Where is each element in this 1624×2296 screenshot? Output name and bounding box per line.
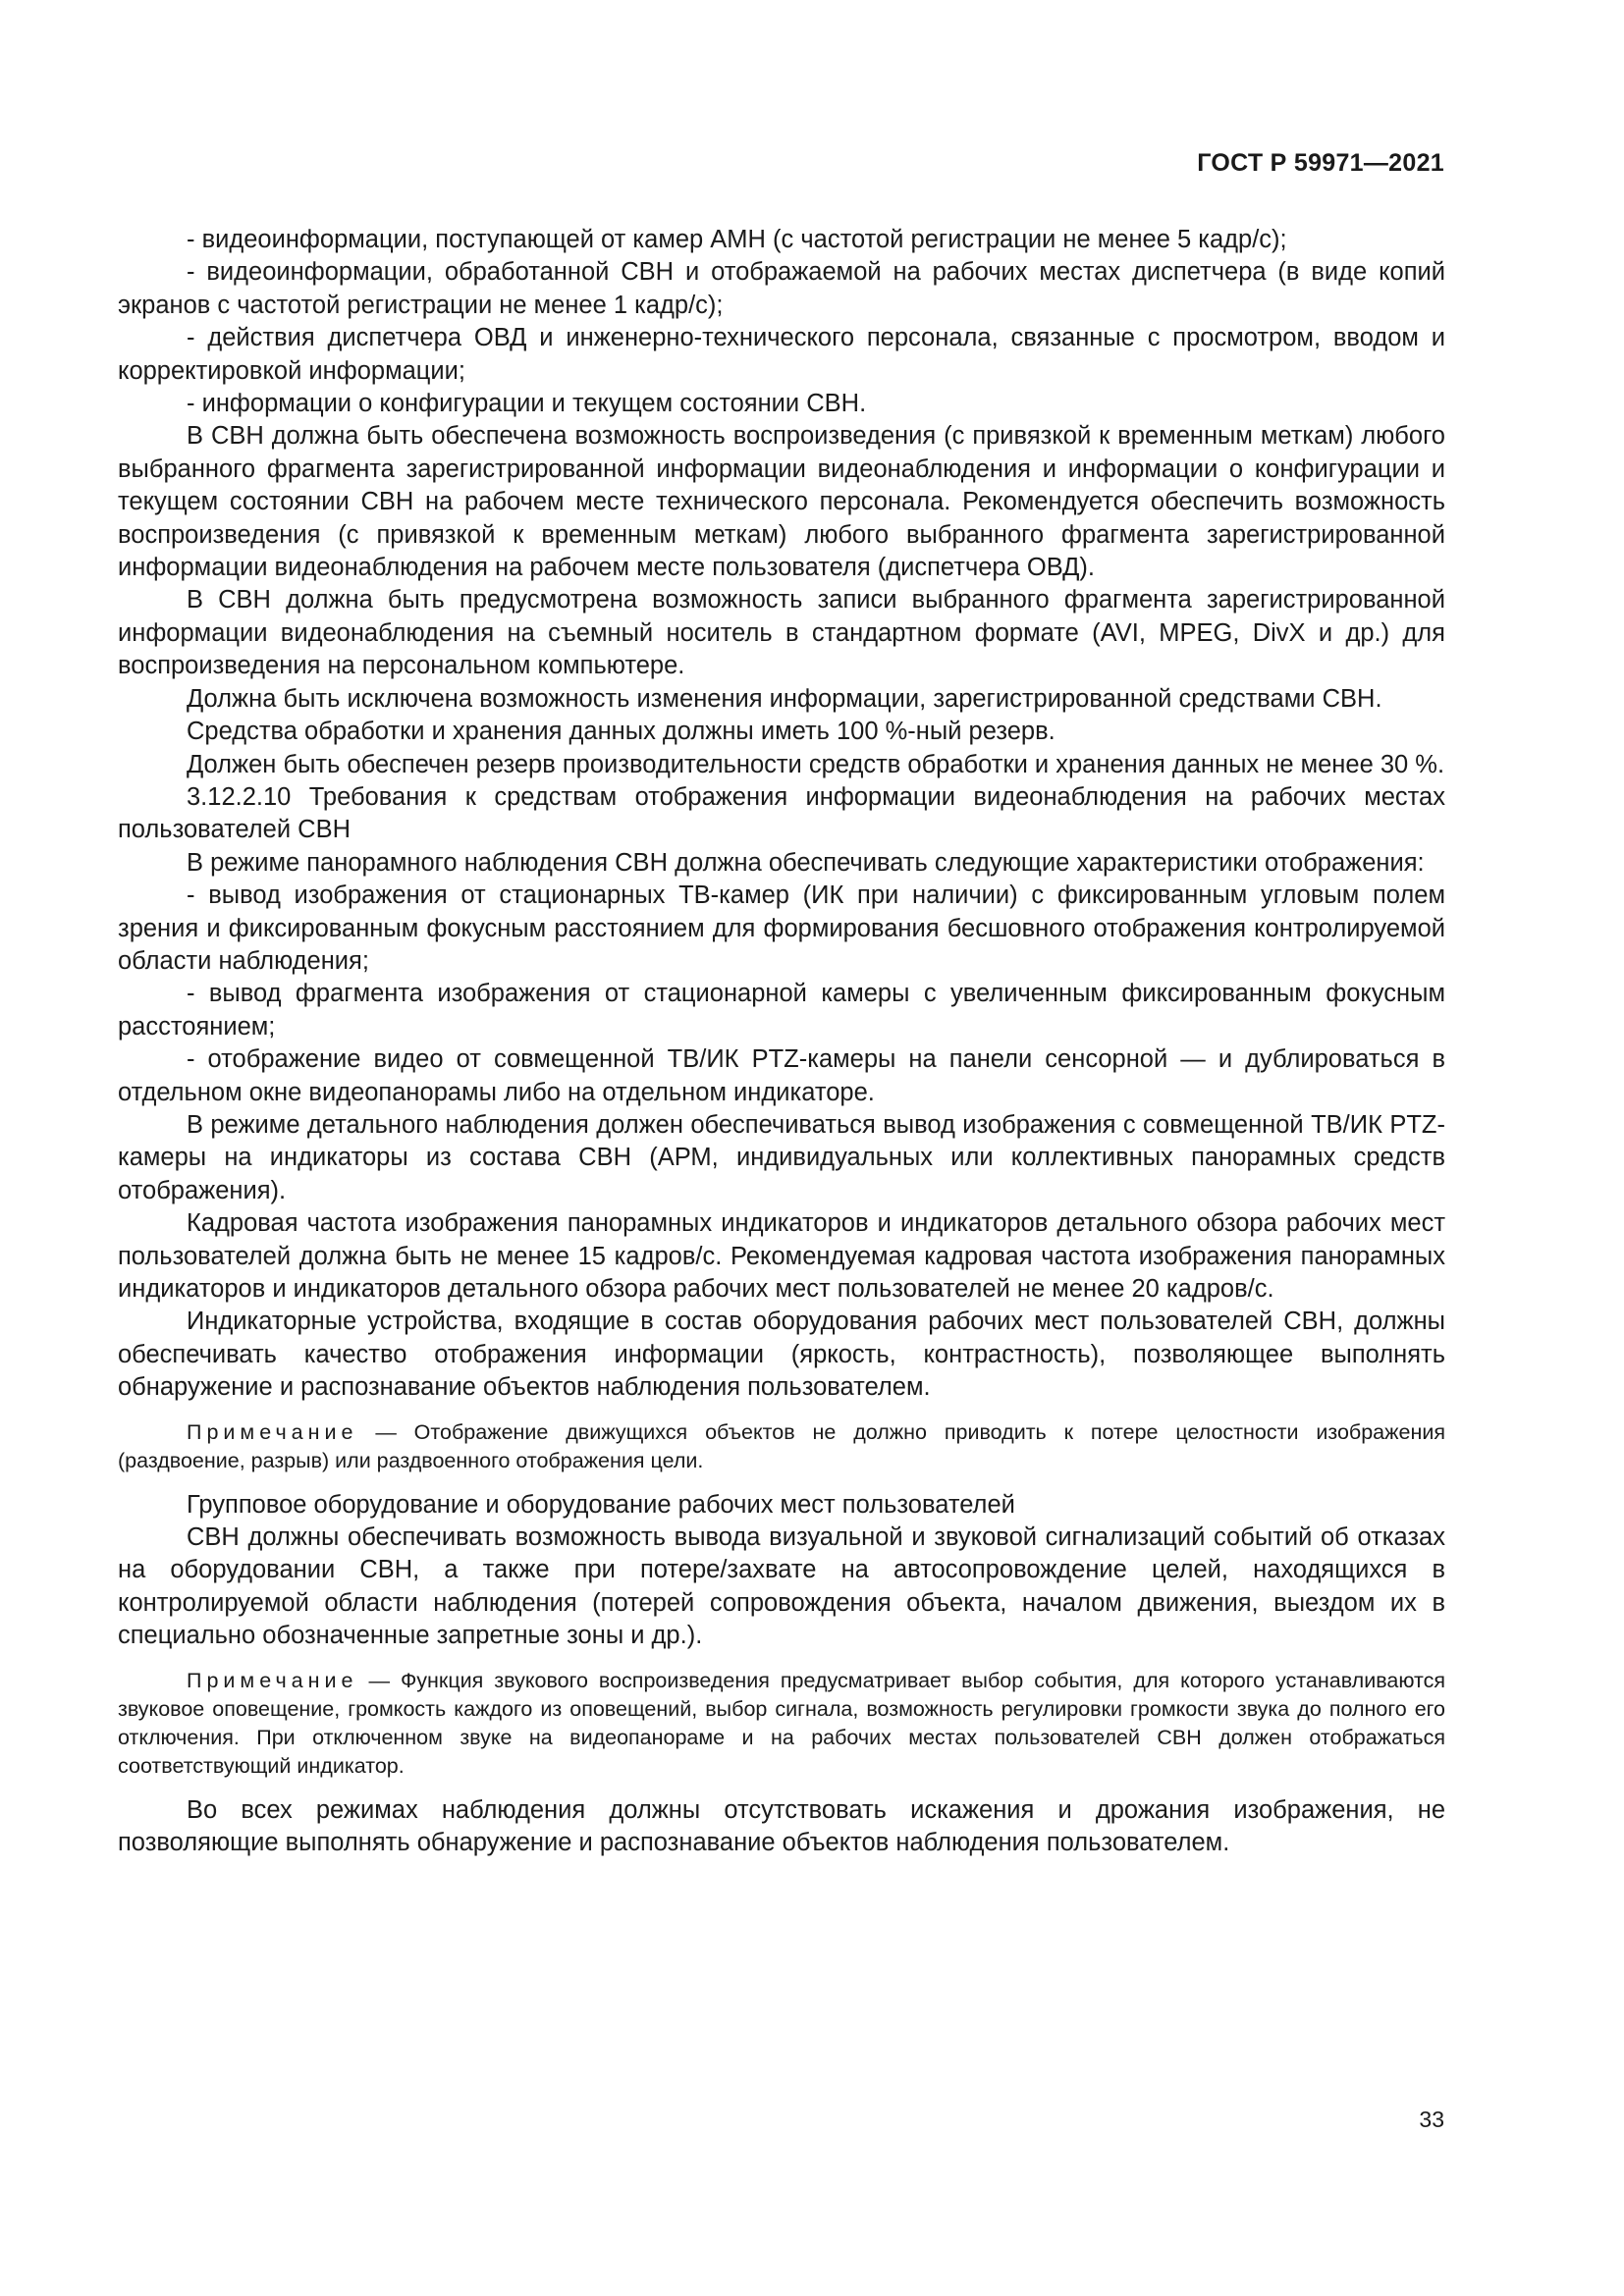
- document-code-header: ГОСТ Р 59971—2021: [1197, 149, 1444, 177]
- list-item: - информации о конфигурации и текущем состоянии СВН.: [187, 390, 867, 418]
- body-paragraph: Должен быть обеспечен резерв производительности средств обработки и хранения данных не менее 30 %.: [187, 750, 1445, 778]
- note-text: — Отображение движущихся объектов не должно приводить к потере целостности изображения (раздвоение, разрыв) или раздвоенного отображения цели.: [118, 1419, 1445, 1472]
- note-label: Примечание: [187, 1668, 358, 1692]
- list-item: - видеоинформации, поступающей от камер АМН (с частотой регистрации не менее 5 кадр/с);: [187, 226, 1287, 253]
- note-paragraph: [118, 1667, 1445, 1781]
- body-paragraph: В режиме панорамного наблюдения СВН должна обеспечивать следующие характеристики отображения:: [187, 848, 1425, 877]
- note-paragraph: [118, 1418, 1445, 1475]
- subsection-title: Групповое оборудование и оборудование рабочих мест пользователей: [187, 1490, 1015, 1519]
- note-label: Примечание: [187, 1419, 358, 1444]
- list-item: - видеоинформации, обработанной СВН и отображаемой на рабочих местах диспетчера (в виде копий экранов с частотой регистрации не менее 1 кадр/с);: [118, 258, 1445, 319]
- body-paragraph: СВН должны обеспечивать возможность вывода визуальной и звуковой сигнализаций событий об отказах на оборудовании СВН, а также при потере/захвате на автосопровождение целей, находящихся в контролируемой области наблюдения (потерей сопровождения объекта, началом движения, выездом их в специально обозначенные запретные зоны и др.).: [118, 1523, 1445, 1650]
- body-paragraph: В СВН должна быть обеспечена возможность воспроизведения (с привязкой к временным меткам) любого выбранного фрагмента зарегистрированной информации видеонаблюдения и информации о конфигурации и текущем состоянии СВН на рабочем месте технического персонала. Рекомендуется обеспечить возможность воспроизведения (с привязкой к временным меткам) любого выбранного фрагмента зарегистрированной информации видеонаблюдения на рабочем месте пользователя (диспетчера ОВД).: [118, 422, 1445, 582]
- note-text: — Функция звукового воспроизведения предусматривает выбор события, для которого устанавливаются звуковое оповещение, громкость каждого из оповещений, выбор сигнала, возможность регулировки громкости звука до полного его отключения. При отключенном звуке на видеопанораме и на рабочих местах пользователей СВН должен отображаться соответствующий индикатор.: [118, 1668, 1445, 1778]
- body-paragraph: Индикаторные устройства, входящие в состав оборудования рабочих мест пользователей СВН, должны обеспечивать качество отображения информации (яркость, контрастность), позволяющее выполнять обнаружение и распознавание объектов наблюдения пользователем.: [118, 1308, 1445, 1402]
- list-item: - отображение видео от совмещенной ТВ/ИК PTZ-камеры на панели сенсорной — и дублироваться в отдельном окне видеопанорамы либо на отдельном индикаторе.: [118, 1045, 1445, 1106]
- document-body: [118, 224, 1445, 1859]
- page-number: 33: [1419, 2107, 1444, 2132]
- body-paragraph: В режиме детального наблюдения должен обеспечиваться вывод изображения с совмещенной ТВ/ИК PTZ-камеры на индикаторы из состава СВН (АРМ, индивидуальных или коллективных панорамных средств отображения).: [118, 1110, 1445, 1204]
- section-heading: 3.12.2.10 Требования к средствам отображения информации видеонаблюдения на рабочих местах пользователей СВН: [118, 782, 1445, 844]
- body-paragraph: Кадровая частота изображения панорамных индикаторов и индикаторов детального обзора рабочих мест пользователей должна быть не менее 15 кадров/с. Рекомендуемая кадровая частота изображения панорамных индикаторов и индикаторов детального обзора рабочих мест пользователей не менее 20 кадров/с.: [118, 1209, 1445, 1303]
- body-paragraph: Должна быть исключена возможность изменения информации, зарегистрированной средствами СВН.: [187, 684, 1382, 713]
- list-item: - вывод фрагмента изображения от стационарной камеры с увеличенным фиксированным фокусным расстоянием;: [118, 980, 1445, 1041]
- body-paragraph: Во всех режимах наблюдения должны отсутствовать искажения и дрожания изображения, не позволяющие выполнять обнаружение и распознавание объектов наблюдения пользователем.: [118, 1795, 1445, 1857]
- list-item: - вывод изображения от стационарных ТВ-камер (ИК при наличии) с фиксированным угловым полем зрения и фиксированным фокусным расстоянием для формирования бесшовного отображения контролируемой области наблюдения;: [118, 881, 1445, 975]
- body-paragraph: В СВН должна быть предусмотрена возможность записи выбранного фрагмента зарегистрированной информации видеонаблюдения на съемный носитель в стандартном формате (AVI, MPEG, DivX и др.) для воспроизведения на персональном компьютере.: [118, 586, 1445, 680]
- list-item: - действия диспетчера ОВД и инженерно-технического персонала, связанные с просмотром, вводом и корректировкой информации;: [118, 324, 1445, 385]
- body-paragraph: Средства обработки и хранения данных должны иметь 100 %-ный резерв.: [187, 718, 1056, 746]
